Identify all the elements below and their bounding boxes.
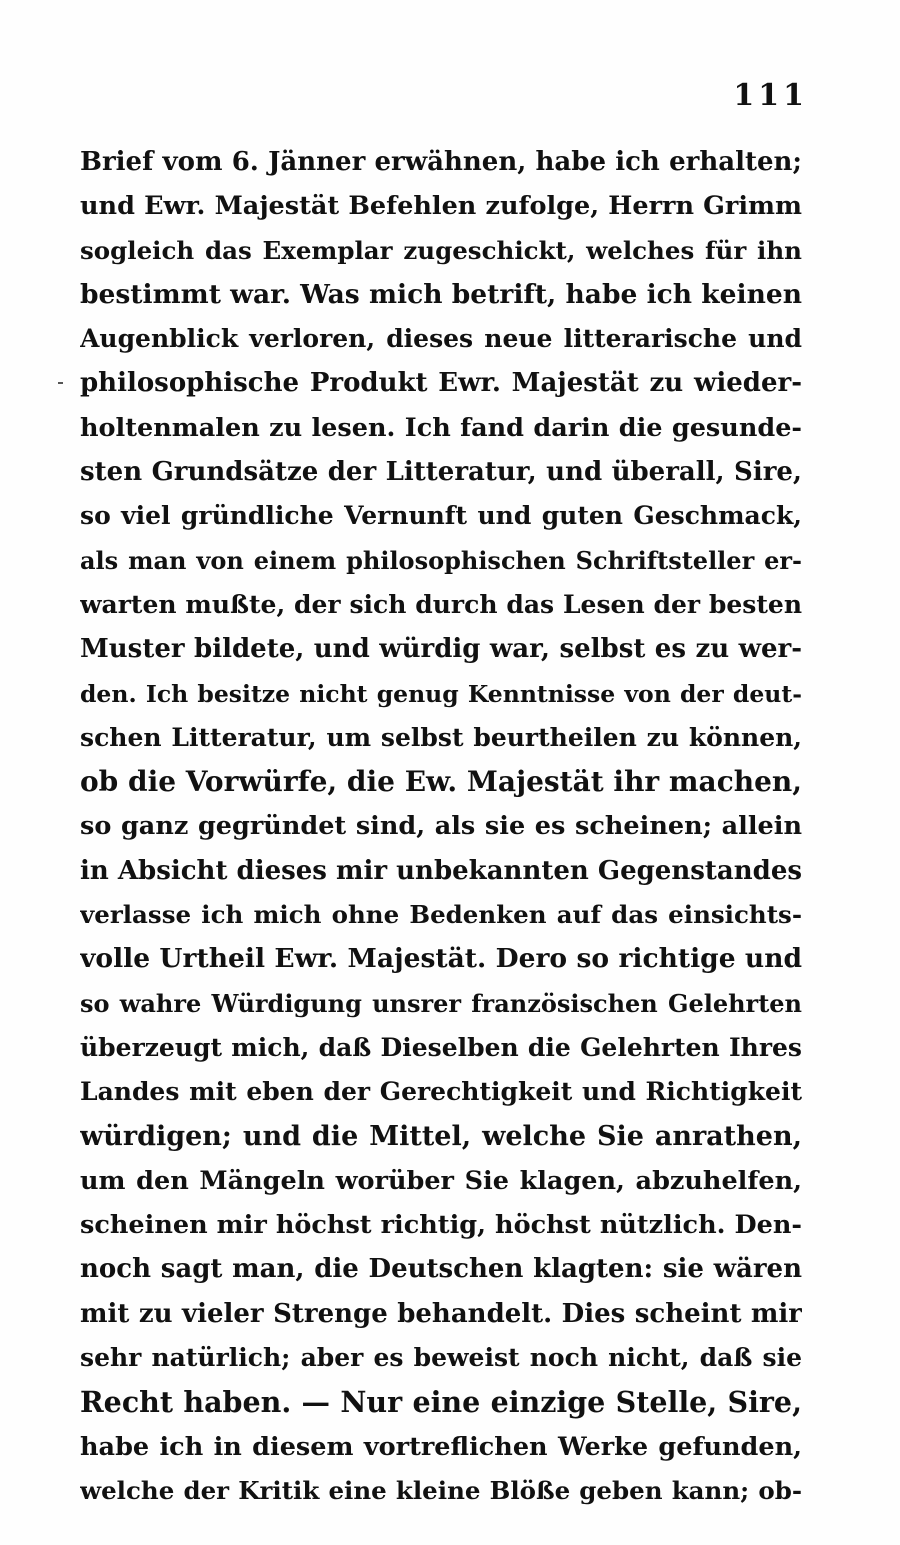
text-line: noch sagt man, die Deutschen klagten: sie wären [80, 1254, 802, 1285]
text-line: scheinen mir höchst richtig, höchst nützlich. Den- [80, 1210, 802, 1241]
text-line: holtenmalen zu lesen. Ich fand darin die gesunde- [80, 412, 802, 443]
text-line: bestimmt war. Was mich betrift, habe ich keinen [80, 278, 802, 310]
text-line: Landes mit eben der Gerechtigkeit und Richtigkeit [80, 1077, 802, 1107]
text-line: überzeugt mich, daß Dieselben die Gelehrten Ihres [80, 1032, 802, 1062]
text-line: ob die Vorwürfe, die Ew. Majestät ihr machen, [80, 765, 802, 799]
text-line: in Absicht dieses mir unbekannten Gegenstandes [80, 855, 802, 886]
text-line: sogleich das Exemplar zugeschickt, welches für ihn [80, 235, 802, 265]
text-line: volle Urtheil Ewr. Majestät. Dero so richtige und [80, 943, 802, 975]
text-line: welche der Kritik eine kleine Blöße geben kann; ob- [80, 1475, 802, 1505]
text-line: sten Grundsätze der Litteratur, und überall, Sire, [80, 457, 802, 488]
text-line: als man von einem philosophischen Schriftsteller er- [80, 545, 802, 575]
text-line: so ganz gegründet sind, als sie es scheinen; allein [80, 811, 802, 842]
text-line: warten mußte, der sich durch das Lesen der besten [80, 589, 802, 619]
text-line: Muster bildete, und würdig war, selbst es zu wer- [80, 634, 802, 665]
text-line: sehr natürlich; aber es beweist noch nicht, daß sie [80, 1343, 802, 1373]
text-line: Augenblick verloren, dieses neue litterarische und [80, 324, 802, 354]
text-line: und Ewr. Majestät Befehlen zufolge, Herrn Grimm [80, 191, 802, 222]
text-line: den. Ich besitze nicht genug Kenntnisse von der deut- [80, 679, 802, 708]
text-line: so viel gründliche Vernunft und guten Geschmack, [80, 501, 802, 531]
text-line: würdigen; und die Mittel, welche Sie anrathen, [80, 1120, 802, 1152]
text-line: schen Litteratur, um selbst beurtheilen zu können, [80, 722, 802, 752]
text-line: philosophische Produkt Ewr. Majestät zu wieder- [80, 368, 802, 399]
page-number: 111 [733, 78, 808, 113]
text-line: so wahre Würdigung unsrer französischen Gelehrten [80, 988, 802, 1018]
text-line: habe ich in diesem vortreflichen Werke gefunden, [80, 1431, 802, 1462]
text-line: verlasse ich mich ohne Bedenken auf das einsichts- [80, 900, 802, 930]
body-text [80, 140, 802, 1513]
text-line: Brief vom 6. Jänner erwähnen, habe ich erhalten; [80, 147, 802, 177]
text-line: Recht haben. — Nur eine einzige Stelle, Sire, [80, 1385, 802, 1420]
text-line: mit zu vieler Strenge behandelt. Dies scheint mir [80, 1298, 802, 1329]
margin-mark [58, 382, 63, 384]
text-line: um den Mängeln worüber Sie klagen, abzuhelfen, [80, 1165, 802, 1196]
